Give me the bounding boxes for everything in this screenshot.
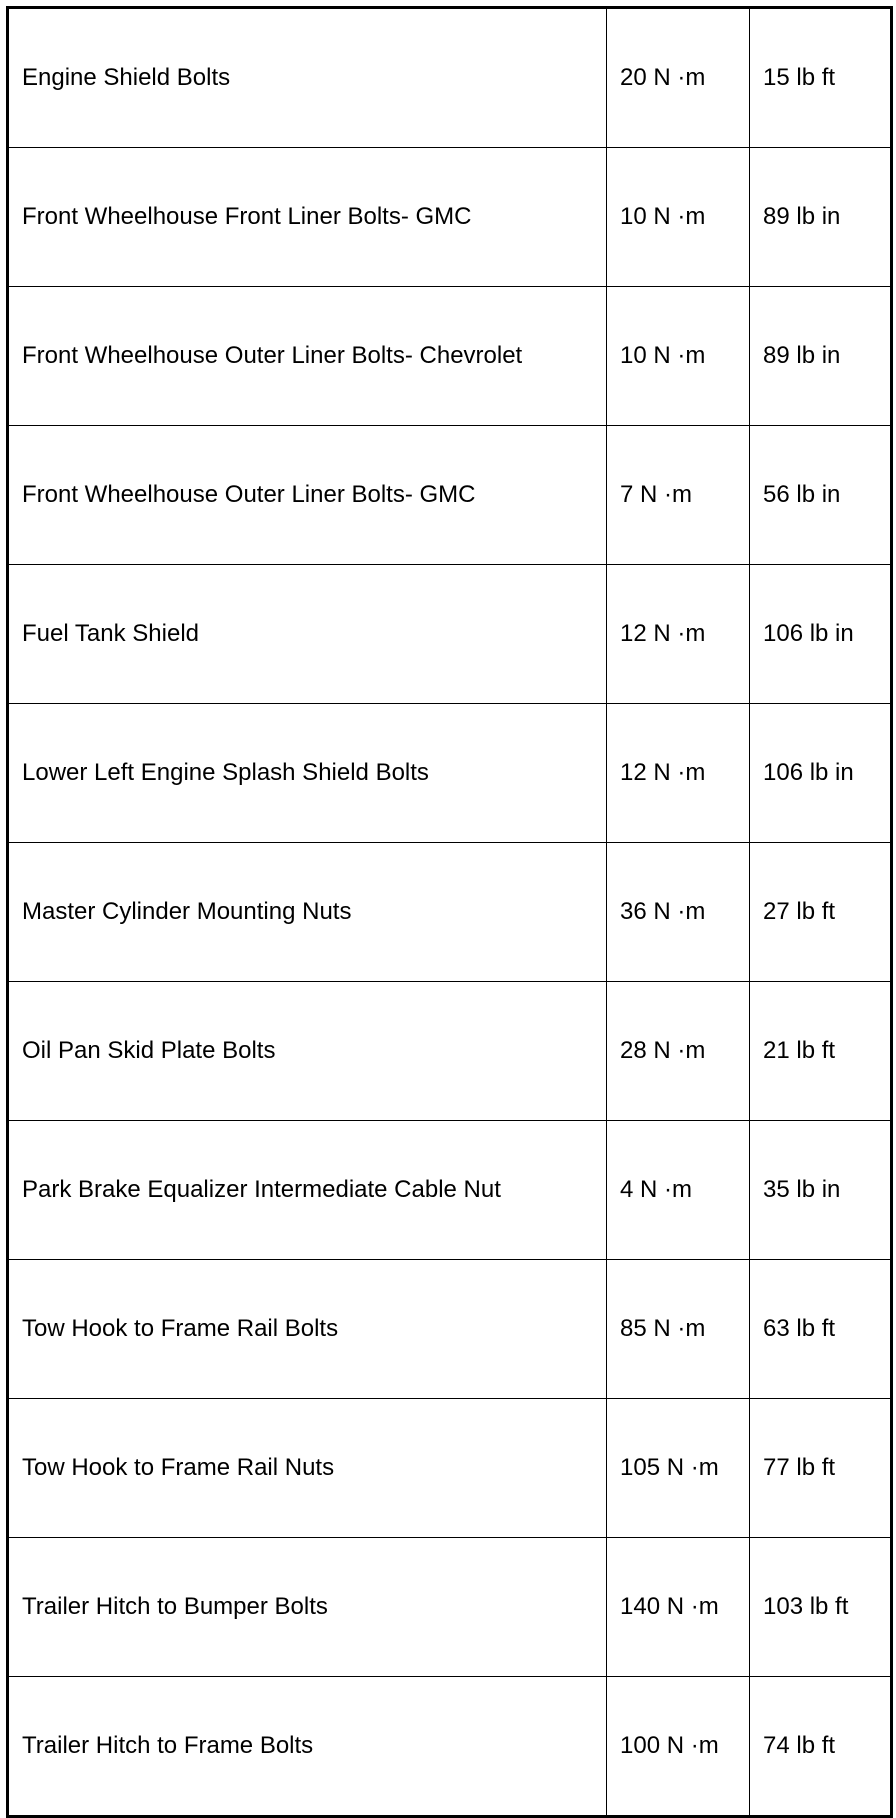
torque-metric: 10 N ·m (607, 287, 750, 426)
torque-english: 74 lb ft (750, 1677, 892, 1817)
fastener-description: Trailer Hitch to Frame Bolts (8, 1677, 607, 1817)
torque-english: 21 lb ft (750, 982, 892, 1121)
fastener-description: Oil Pan Skid Plate Bolts (8, 982, 607, 1121)
torque-metric: 105 N ·m (607, 1399, 750, 1538)
torque-metric: 20 N ·m (607, 8, 750, 148)
torque-metric: 4 N ·m (607, 1121, 750, 1260)
torque-metric: 100 N ·m (607, 1677, 750, 1817)
table-row (8, 565, 892, 704)
torque-english: 89 lb in (750, 287, 892, 426)
table-row (8, 704, 892, 843)
torque-metric: 12 N ·m (607, 565, 750, 704)
fastener-description: Front Wheelhouse Outer Liner Bolts- Chevrolet (8, 287, 607, 426)
torque-metric: 7 N ·m (607, 426, 750, 565)
torque-english: 103 lb ft (750, 1538, 892, 1677)
torque-english: 15 lb ft (750, 8, 892, 148)
table-row (8, 8, 892, 148)
torque-english: 63 lb ft (750, 1260, 892, 1399)
torque-metric: 36 N ·m (607, 843, 750, 982)
table-row (8, 1677, 892, 1817)
torque-metric: 140 N ·m (607, 1538, 750, 1677)
fastener-description: Tow Hook to Frame Rail Nuts (8, 1399, 607, 1538)
table-row (8, 287, 892, 426)
fastener-description: Front Wheelhouse Outer Liner Bolts- GMC (8, 426, 607, 565)
torque-english: 27 lb ft (750, 843, 892, 982)
torque-english: 77 lb ft (750, 1399, 892, 1538)
torque-english: 89 lb in (750, 148, 892, 287)
torque-english: 56 lb in (750, 426, 892, 565)
torque-english: 106 lb in (750, 565, 892, 704)
torque-metric: 10 N ·m (607, 148, 750, 287)
fastener-description: Lower Left Engine Splash Shield Bolts (8, 704, 607, 843)
table-row (8, 148, 892, 287)
fastener-description: Front Wheelhouse Front Liner Bolts- GMC (8, 148, 607, 287)
torque-metric: 85 N ·m (607, 1260, 750, 1399)
fastener-description: Engine Shield Bolts (8, 8, 607, 148)
fastener-description: Master Cylinder Mounting Nuts (8, 843, 607, 982)
torque-metric: 12 N ·m (607, 704, 750, 843)
fastener-description: Fuel Tank Shield (8, 565, 607, 704)
table-row (8, 843, 892, 982)
fastener-description: Park Brake Equalizer Intermediate Cable Nut (8, 1121, 607, 1260)
table-row (8, 1121, 892, 1260)
torque-metric: 28 N ·m (607, 982, 750, 1121)
table-row (8, 426, 892, 565)
fastener-description: Tow Hook to Frame Rail Bolts (8, 1260, 607, 1399)
torque-spec-table (6, 6, 893, 1818)
table-row (8, 1399, 892, 1538)
table-row (8, 1538, 892, 1677)
torque-english: 106 lb in (750, 704, 892, 843)
table-row (8, 1260, 892, 1399)
torque-english: 35 lb in (750, 1121, 892, 1260)
fastener-description: Trailer Hitch to Bumper Bolts (8, 1538, 607, 1677)
table-row (8, 982, 892, 1121)
